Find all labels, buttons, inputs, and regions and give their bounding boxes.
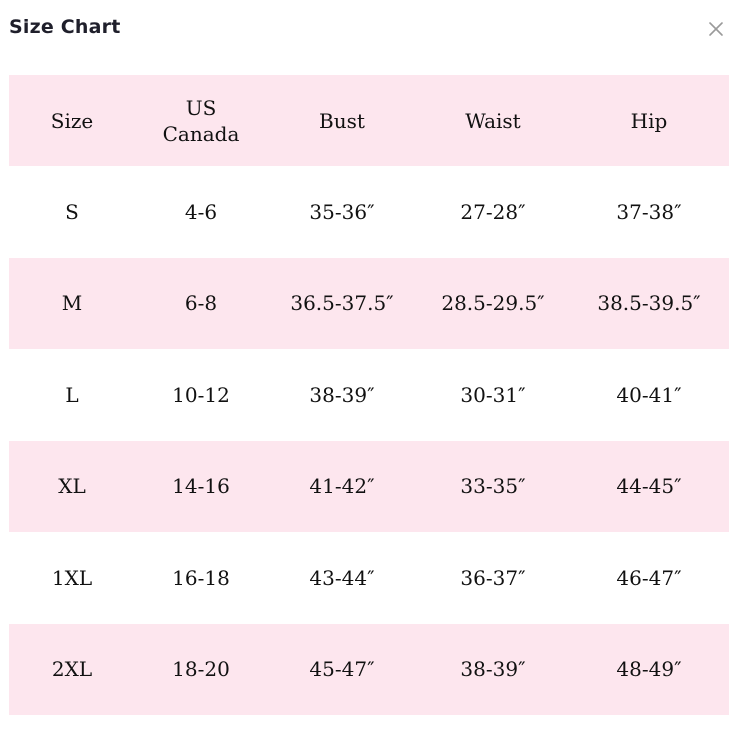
close-icon — [704, 17, 728, 41]
cell-us-canada: 16-18 — [172, 565, 230, 590]
cell-us-canada: 14-16 — [172, 474, 230, 499]
header-us-canada — [135, 75, 267, 166]
table-body — [9, 166, 729, 715]
table-header — [9, 75, 729, 166]
cell-bust: 41-42″ — [309, 474, 375, 499]
cell-bust: 36.5-37.5″ — [290, 291, 394, 316]
cell-hip: 38.5-39.5″ — [597, 291, 701, 316]
cell-waist: 38-39″ — [460, 657, 526, 682]
cell-hip: 40-41″ — [616, 382, 682, 407]
cell-size: XL — [58, 474, 86, 499]
cell-waist: 36-37″ — [460, 565, 526, 590]
header-us-canada-line1: US — [185, 95, 217, 120]
cell-bust: 35-36″ — [309, 199, 375, 224]
cell-waist: 27-28″ — [460, 199, 526, 224]
cell-size: M — [61, 291, 83, 316]
table-row-xl — [9, 441, 729, 533]
cell-size: S — [65, 199, 79, 224]
modal-title: Size Chart — [9, 16, 121, 38]
cell-waist: 28.5-29.5″ — [441, 291, 545, 316]
cell-bust: 45-47″ — [309, 657, 375, 682]
header-us-canada-line2: Canada — [162, 121, 240, 146]
cell-waist: 33-35″ — [460, 474, 526, 499]
table-row-s — [9, 166, 729, 258]
cell-bust: 43-44″ — [309, 565, 375, 590]
cell-us-canada: 4-6 — [184, 199, 218, 224]
table-row-l — [9, 349, 729, 441]
header-size: Size — [50, 108, 94, 133]
cell-waist: 30-31″ — [460, 382, 526, 407]
header-bust: Bust — [319, 108, 365, 133]
cell-hip: 46-47″ — [616, 565, 682, 590]
table-row-m — [9, 258, 729, 350]
cell-size: L — [65, 382, 79, 407]
modal-header — [0, 0, 742, 60]
size-chart-table — [9, 75, 729, 715]
close-button[interactable] — [704, 17, 728, 41]
table-row-1xl — [9, 532, 729, 624]
cell-hip: 48-49″ — [616, 657, 682, 682]
cell-hip: 44-45″ — [616, 474, 682, 499]
cell-us-canada: 10-12 — [172, 382, 230, 407]
header-row — [9, 75, 729, 166]
cell-hip: 37-38″ — [616, 199, 682, 224]
cell-size: 2XL — [51, 657, 93, 682]
cell-size: 1XL — [51, 565, 93, 590]
table-row-2xl — [9, 624, 729, 716]
header-hip: Hip — [630, 108, 668, 133]
cell-us-canada: 18-20 — [172, 657, 230, 682]
cell-bust: 38-39″ — [309, 382, 375, 407]
cell-us-canada: 6-8 — [184, 291, 218, 316]
header-waist: Waist — [465, 108, 521, 133]
